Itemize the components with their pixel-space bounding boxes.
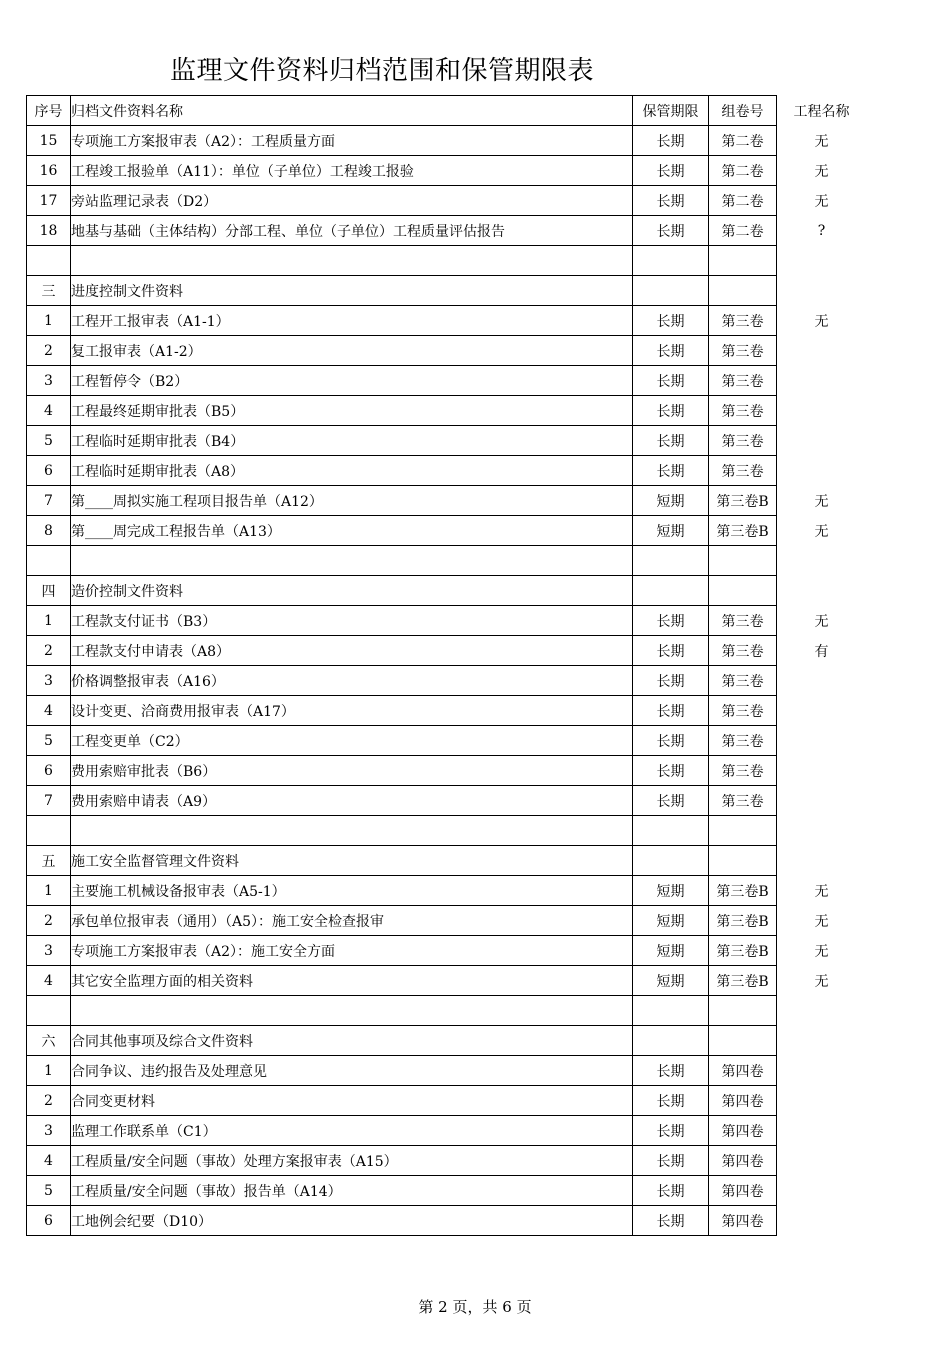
cell-volume: 第三卷B bbox=[709, 516, 777, 546]
cell-no: 四 bbox=[27, 576, 71, 606]
cell-no: 2 bbox=[27, 1086, 71, 1116]
cell-no: 15 bbox=[27, 126, 71, 156]
cell-volume: 第三卷 bbox=[709, 756, 777, 786]
table-row bbox=[27, 186, 867, 216]
cell-period: 短期 bbox=[633, 876, 709, 906]
table-row bbox=[27, 1056, 867, 1086]
table-row bbox=[27, 216, 867, 246]
table-row bbox=[27, 576, 867, 606]
header-volume: 组卷号 bbox=[709, 96, 777, 126]
cell-no: 4 bbox=[27, 396, 71, 426]
cell-period: 长期 bbox=[633, 1086, 709, 1116]
header-no: 序号 bbox=[27, 96, 71, 126]
table-row bbox=[27, 606, 867, 636]
table-row bbox=[27, 546, 867, 576]
cell-no: 3 bbox=[27, 366, 71, 396]
cell-project: 无 bbox=[814, 613, 829, 630]
table-row bbox=[27, 456, 867, 486]
cell-name: 工程开工报审表（A1-1） bbox=[71, 306, 633, 336]
table-row bbox=[27, 306, 867, 336]
cell-volume bbox=[709, 846, 777, 876]
table-row bbox=[27, 1206, 867, 1236]
cell-project bbox=[777, 246, 867, 276]
cell-volume: 第二卷 bbox=[709, 156, 777, 186]
cell-name: 工程临时延期审批表（B4） bbox=[71, 426, 633, 456]
table-row bbox=[27, 1146, 867, 1176]
cell-name: 施工安全监督管理文件资料 bbox=[71, 846, 633, 876]
cell-volume: 第二卷 bbox=[709, 216, 777, 246]
cell-project bbox=[777, 1146, 867, 1176]
cell-volume: 第三卷 bbox=[709, 726, 777, 756]
table-row bbox=[27, 936, 867, 966]
cell-no bbox=[27, 246, 71, 276]
cell-project bbox=[777, 666, 867, 696]
cell-project: 无 bbox=[814, 133, 829, 150]
table-row bbox=[27, 786, 867, 816]
cell-name: 专项施工方案报审表（A2）：施工安全方面 bbox=[71, 936, 633, 966]
cell-name: 进度控制文件资料 bbox=[71, 276, 633, 306]
cell-volume: 第四卷 bbox=[709, 1056, 777, 1086]
cell-name: 第____周拟实施工程项目报告单（A12） bbox=[71, 486, 633, 516]
cell-name: 造价控制文件资料 bbox=[71, 576, 633, 606]
cell-volume: 第三卷 bbox=[709, 456, 777, 486]
cell-period: 长期 bbox=[633, 366, 709, 396]
cell-no: 六 bbox=[27, 1026, 71, 1056]
cell-period bbox=[633, 1026, 709, 1056]
table-row bbox=[27, 1116, 867, 1146]
cell-project bbox=[777, 426, 867, 456]
cell-period: 短期 bbox=[633, 906, 709, 936]
cell-period bbox=[633, 276, 709, 306]
header-period: 保管期限 bbox=[633, 96, 709, 126]
cell-period: 长期 bbox=[633, 696, 709, 726]
cell-name: 复工报审表（A1-2） bbox=[71, 336, 633, 366]
cell-period: 短期 bbox=[633, 936, 709, 966]
cell-volume: 第三卷 bbox=[709, 636, 777, 666]
cell-project bbox=[777, 456, 867, 486]
cell-name: 工程变更单（C2） bbox=[71, 726, 633, 756]
table-row bbox=[27, 366, 867, 396]
table-row bbox=[27, 816, 867, 846]
cell-period: 长期 bbox=[633, 606, 709, 636]
cell-period: 长期 bbox=[633, 636, 709, 666]
cell-volume: 第四卷 bbox=[709, 1176, 777, 1206]
page-footer: 第 2 页，共 6 页 bbox=[418, 1298, 532, 1316]
cell-name: 合同其他事项及综合文件资料 bbox=[71, 1026, 633, 1056]
cell-name bbox=[71, 996, 633, 1026]
cell-volume bbox=[709, 996, 777, 1026]
cell-name bbox=[71, 246, 633, 276]
cell-period: 长期 bbox=[633, 726, 709, 756]
cell-period: 长期 bbox=[633, 1146, 709, 1176]
table-row bbox=[27, 876, 867, 906]
table-row bbox=[27, 1086, 867, 1116]
cell-project bbox=[777, 546, 867, 576]
table-row bbox=[27, 516, 867, 546]
cell-volume: 第三卷 bbox=[709, 786, 777, 816]
cell-volume: 第三卷 bbox=[709, 666, 777, 696]
cell-period: 长期 bbox=[633, 1056, 709, 1086]
cell-no: 2 bbox=[27, 336, 71, 366]
table-row bbox=[27, 156, 867, 186]
cell-project: 无 bbox=[814, 523, 829, 540]
cell-name: 监理工作联系单（C1） bbox=[71, 1116, 633, 1146]
cell-name: 工程最终延期审批表（B5） bbox=[71, 396, 633, 426]
cell-no: 6 bbox=[27, 456, 71, 486]
cell-name: 旁站监理记录表（D2） bbox=[71, 186, 633, 216]
table-row bbox=[27, 336, 867, 366]
cell-project bbox=[777, 1086, 867, 1116]
cell-name: 价格调整报审表（A16） bbox=[71, 666, 633, 696]
cell-no: 7 bbox=[27, 786, 71, 816]
page-title: 监理文件资料归档范围和保管期限表 bbox=[170, 56, 595, 86]
cell-name: 费用索赔审批表（B6） bbox=[71, 756, 633, 786]
table-row bbox=[27, 396, 867, 426]
cell-period bbox=[633, 246, 709, 276]
cell-no: 3 bbox=[27, 936, 71, 966]
cell-name bbox=[71, 546, 633, 576]
cell-volume: 第三卷B bbox=[709, 876, 777, 906]
cell-project bbox=[777, 696, 867, 726]
cell-project bbox=[777, 786, 867, 816]
cell-project: 无 bbox=[814, 913, 829, 930]
cell-name: 合同变更材料 bbox=[71, 1086, 633, 1116]
cell-name: 承包单位报审表（通用）（A5）：施工安全检查报审 bbox=[71, 906, 633, 936]
cell-name: 地基与基础（主体结构）分部工程、单位（子单位）工程质量评估报告 bbox=[71, 216, 633, 246]
cell-no: 2 bbox=[27, 636, 71, 666]
cell-volume bbox=[709, 816, 777, 846]
cell-no: 1 bbox=[27, 876, 71, 906]
cell-period: 长期 bbox=[633, 306, 709, 336]
cell-volume: 第三卷 bbox=[709, 396, 777, 426]
cell-no: 三 bbox=[27, 276, 71, 306]
cell-project bbox=[777, 336, 867, 366]
cell-project bbox=[777, 1206, 867, 1236]
cell-project bbox=[777, 576, 867, 606]
cell-name: 工程质量/安全问题（事故）处理方案报审表（A15） bbox=[71, 1146, 633, 1176]
header-name: 归档文件资料名称 bbox=[71, 96, 633, 126]
table-row bbox=[27, 1026, 867, 1056]
cell-no: 5 bbox=[27, 426, 71, 456]
cell-no: 4 bbox=[27, 696, 71, 726]
header-project: 工程名称 bbox=[793, 103, 850, 120]
cell-name: 合同争议、违约报告及处理意见 bbox=[71, 1056, 633, 1086]
cell-period: 长期 bbox=[633, 1206, 709, 1236]
cell-volume: 第三卷 bbox=[709, 336, 777, 366]
cell-project bbox=[777, 276, 867, 306]
cell-project bbox=[777, 996, 867, 1026]
cell-no: 1 bbox=[27, 606, 71, 636]
cell-project: ? bbox=[817, 222, 826, 239]
cell-name: 第____周完成工程报告单（A13） bbox=[71, 516, 633, 546]
cell-project bbox=[777, 1116, 867, 1146]
cell-no: 5 bbox=[27, 726, 71, 756]
cell-no bbox=[27, 996, 71, 1026]
table-row bbox=[27, 756, 867, 786]
archive-table bbox=[26, 95, 867, 1236]
cell-volume bbox=[709, 546, 777, 576]
table-row bbox=[27, 666, 867, 696]
cell-project: 有 bbox=[814, 643, 829, 660]
cell-volume: 第三卷 bbox=[709, 426, 777, 456]
cell-volume: 第四卷 bbox=[709, 1086, 777, 1116]
cell-no: 1 bbox=[27, 306, 71, 336]
cell-name: 其它安全监理方面的相关资料 bbox=[71, 966, 633, 996]
cell-name: 主要施工机械设备报审表（A5-1） bbox=[71, 876, 633, 906]
cell-period: 长期 bbox=[633, 156, 709, 186]
cell-name: 费用索赔申请表（A9） bbox=[71, 786, 633, 816]
cell-volume bbox=[709, 576, 777, 606]
cell-project bbox=[777, 816, 867, 846]
cell-name: 专项施工方案报审表（A2）：工程质量方面 bbox=[71, 126, 633, 156]
cell-period: 长期 bbox=[633, 336, 709, 366]
cell-period: 长期 bbox=[633, 1176, 709, 1206]
cell-project: 无 bbox=[814, 943, 829, 960]
cell-no: 1 bbox=[27, 1056, 71, 1086]
cell-project bbox=[777, 756, 867, 786]
cell-period bbox=[633, 816, 709, 846]
cell-volume: 第四卷 bbox=[709, 1206, 777, 1236]
cell-volume bbox=[709, 246, 777, 276]
cell-no: 7 bbox=[27, 486, 71, 516]
cell-period bbox=[633, 846, 709, 876]
cell-volume: 第三卷 bbox=[709, 696, 777, 726]
table-row bbox=[27, 426, 867, 456]
cell-period: 长期 bbox=[633, 426, 709, 456]
cell-volume: 第三卷 bbox=[709, 366, 777, 396]
cell-no: 3 bbox=[27, 666, 71, 696]
cell-project: 无 bbox=[814, 973, 829, 990]
cell-period: 长期 bbox=[633, 786, 709, 816]
cell-no bbox=[27, 816, 71, 846]
cell-no: 6 bbox=[27, 1206, 71, 1236]
cell-project bbox=[777, 846, 867, 876]
cell-period: 长期 bbox=[633, 1116, 709, 1146]
table-row bbox=[27, 906, 867, 936]
cell-volume: 第二卷 bbox=[709, 186, 777, 216]
cell-name: 工程款支付申请表（A8） bbox=[71, 636, 633, 666]
cell-volume: 第三卷 bbox=[709, 306, 777, 336]
table-row bbox=[27, 996, 867, 1026]
cell-volume: 第三卷B bbox=[709, 486, 777, 516]
cell-period: 长期 bbox=[633, 456, 709, 486]
cell-period: 短期 bbox=[633, 486, 709, 516]
cell-period bbox=[633, 576, 709, 606]
cell-volume: 第二卷 bbox=[709, 126, 777, 156]
cell-project: 无 bbox=[814, 313, 829, 330]
cell-period: 长期 bbox=[633, 216, 709, 246]
cell-volume: 第四卷 bbox=[709, 1116, 777, 1146]
cell-volume: 第四卷 bbox=[709, 1146, 777, 1176]
cell-name: 工程暂停令（B2） bbox=[71, 366, 633, 396]
cell-period: 长期 bbox=[633, 756, 709, 786]
cell-no: 17 bbox=[27, 186, 71, 216]
cell-no: 4 bbox=[27, 966, 71, 996]
cell-project: 无 bbox=[814, 883, 829, 900]
cell-no: 16 bbox=[27, 156, 71, 186]
cell-volume: 第三卷B bbox=[709, 966, 777, 996]
cell-volume bbox=[709, 1026, 777, 1056]
table-row bbox=[27, 846, 867, 876]
cell-project bbox=[777, 1026, 867, 1056]
cell-no: 4 bbox=[27, 1146, 71, 1176]
cell-no: 18 bbox=[27, 216, 71, 246]
cell-period: 短期 bbox=[633, 966, 709, 996]
cell-no: 6 bbox=[27, 756, 71, 786]
table-header-row bbox=[27, 96, 867, 126]
cell-no: 3 bbox=[27, 1116, 71, 1146]
cell-name: 设计变更、洽商费用报审表（A17） bbox=[71, 696, 633, 726]
cell-volume: 第三卷B bbox=[709, 936, 777, 966]
cell-project bbox=[777, 366, 867, 396]
cell-period: 短期 bbox=[633, 516, 709, 546]
table-row bbox=[27, 726, 867, 756]
cell-project bbox=[777, 726, 867, 756]
table-row bbox=[27, 126, 867, 156]
cell-period: 长期 bbox=[633, 396, 709, 426]
table-row bbox=[27, 696, 867, 726]
table-row bbox=[27, 966, 867, 996]
cell-period: 长期 bbox=[633, 666, 709, 696]
cell-no: 五 bbox=[27, 846, 71, 876]
cell-period: 长期 bbox=[633, 126, 709, 156]
cell-project bbox=[777, 396, 867, 426]
cell-name: 工程质量/安全问题（事故）报告单（A14） bbox=[71, 1176, 633, 1206]
cell-name bbox=[71, 816, 633, 846]
cell-name: 工地例会纪要（D10） bbox=[71, 1206, 633, 1236]
cell-name: 工程临时延期审批表（A8） bbox=[71, 456, 633, 486]
cell-period: 长期 bbox=[633, 186, 709, 216]
cell-volume: 第三卷 bbox=[709, 606, 777, 636]
cell-no bbox=[27, 546, 71, 576]
table-row bbox=[27, 276, 867, 306]
cell-volume: 第三卷B bbox=[709, 906, 777, 936]
cell-period bbox=[633, 546, 709, 576]
cell-project: 无 bbox=[814, 193, 829, 210]
cell-volume bbox=[709, 276, 777, 306]
cell-no: 5 bbox=[27, 1176, 71, 1206]
cell-no: 8 bbox=[27, 516, 71, 546]
table-row bbox=[27, 486, 867, 516]
cell-project bbox=[777, 1176, 867, 1206]
cell-period bbox=[633, 996, 709, 1026]
cell-project bbox=[777, 1056, 867, 1086]
cell-name: 工程竣工报验单（A11）：单位（子单位）工程竣工报验 bbox=[71, 156, 633, 186]
table-row bbox=[27, 636, 867, 666]
cell-project: 无 bbox=[814, 163, 829, 180]
cell-project: 无 bbox=[814, 493, 829, 510]
table-row bbox=[27, 1176, 867, 1206]
table-row bbox=[27, 246, 867, 276]
cell-no: 2 bbox=[27, 906, 71, 936]
cell-name: 工程款支付证书（B3） bbox=[71, 606, 633, 636]
